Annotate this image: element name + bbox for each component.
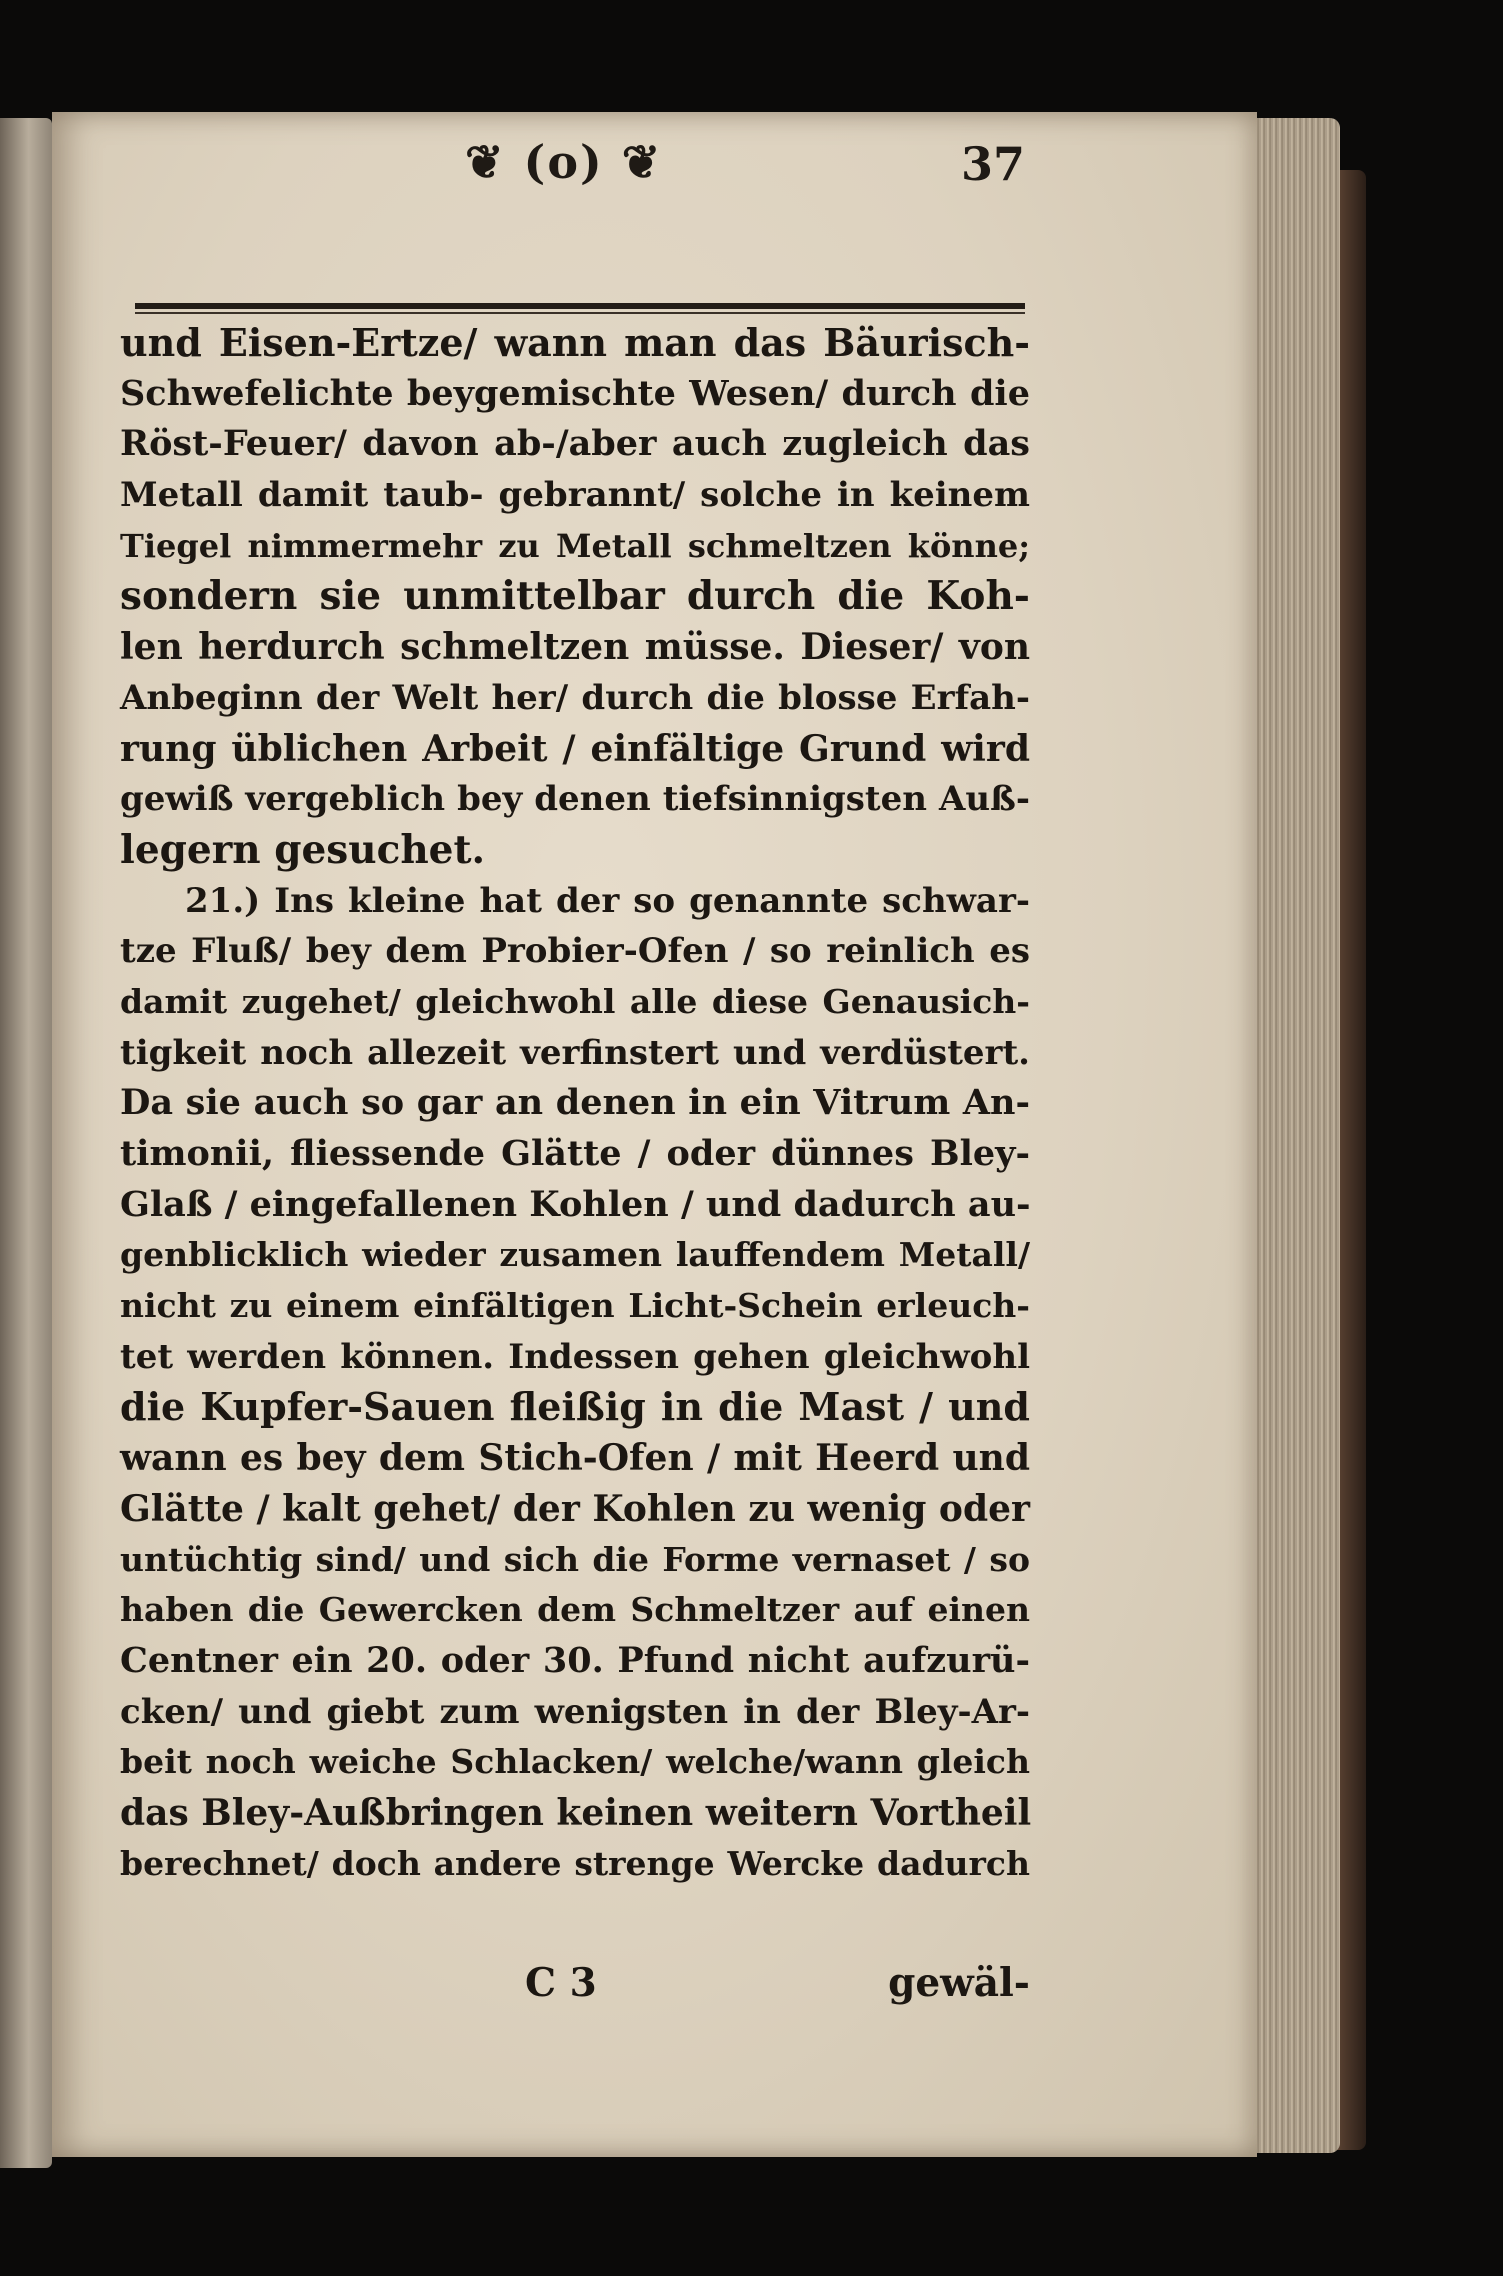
header-ornament: ❦ (o) ❦ <box>465 135 663 189</box>
text-line: berechnet/ doch andere strenge Wercke dadurch <box>120 1843 1030 1883</box>
text-line: gewiß vergeblich bey denen tiefsinnigsten Auß- <box>120 779 1030 820</box>
text-line: damit zugehet/ gleichwohl alle diese Genausich- <box>120 981 1030 1021</box>
text-line: Metall damit taub- gebrannt/ solche in keinem <box>120 475 1030 516</box>
text-line: untüchtig sind/ und sich die Forme vernaset / so <box>120 1539 1030 1579</box>
text-line: sondern sie unmittelbar durch die Koh- <box>120 573 1030 620</box>
text-line: Röst-Feuer/ davon ab-/aber auch zugleich das <box>120 423 1030 465</box>
text-line: Tiegel nimmermehr zu Metall schmeltzen könne; <box>120 526 1030 565</box>
left-page-edge <box>0 118 52 2168</box>
text-line: legern gesuchet. <box>120 826 486 873</box>
header-rule <box>135 303 1025 309</box>
text-line: tigkeit noch allezeit verfinstert und verdüstert. <box>120 1032 1030 1073</box>
text-line: und Eisen-Ertze/ wann man das Bäurisch- <box>120 320 1030 365</box>
catchword: gewäl- <box>888 1960 1030 2006</box>
text-line: timonii, fliessende Glätte / oder dünnes Bley- <box>120 1133 1030 1174</box>
text-line: beit noch weiche Schlacken/ welche/wann gleich <box>120 1742 1030 1782</box>
text-line: nicht zu einem einfältigen Licht-Schein erleuch- <box>120 1286 1030 1326</box>
page-footer <box>120 1960 1030 2014</box>
page-header <box>135 135 1025 195</box>
text-line: 21.) Ins kleine hat der so genannte schwar- <box>185 880 1030 921</box>
text-line: rung üblichen Arbeit / einfältige Grund wird <box>120 727 1030 770</box>
text-line: len herdurch schmeltzen müsse. Dieser/ von <box>120 626 1030 669</box>
text-line: Centner ein 20. oder 30. Pfund nicht aufzurü- <box>120 1639 1030 1681</box>
signature-mark: C 3 <box>525 1960 597 2006</box>
text-line: das Bley-Außbringen keinen weitern Vortheil <box>120 1791 1032 1834</box>
page-edges <box>1248 118 1340 2153</box>
text-line: Anbeginn der Welt her/ durch die blosse Erfah- <box>120 677 1030 718</box>
text-line: genblicklich wieder zusamen lauffendem Metall/ <box>120 1235 1030 1275</box>
text-line: Glaß / eingefallenen Kohlen / und dadurch au- <box>120 1183 1031 1225</box>
text-line: die Kupfer-Sauen fleißig in die Mast / und <box>120 1384 1030 1430</box>
page-number: 37 <box>960 137 1025 191</box>
text-line: tze Fluß/ bey dem Probier-Ofen / so reinlich es <box>120 931 1030 972</box>
text-line: Da sie auch so gar an denen in ein Vitrum An- <box>120 1082 1030 1124</box>
text-line: cken/ und giebt zum wenigsten in der Bley-Ar- <box>120 1691 1030 1732</box>
text-line: haben die Gewercken dem Schmeltzer auf einen <box>120 1590 1030 1630</box>
body-text <box>120 318 1030 1889</box>
text-line: wann es bey dem Stich-Ofen / mit Heerd und <box>120 1437 1030 1480</box>
text-line: Schwefelichte beygemischte Wesen/ durch die <box>120 372 1030 414</box>
text-line: tet werden können. Indessen gehen gleichwohl <box>120 1336 1030 1377</box>
text-line: Glätte / kalt gehet/ der Kohlen zu wenig oder <box>120 1487 1030 1530</box>
